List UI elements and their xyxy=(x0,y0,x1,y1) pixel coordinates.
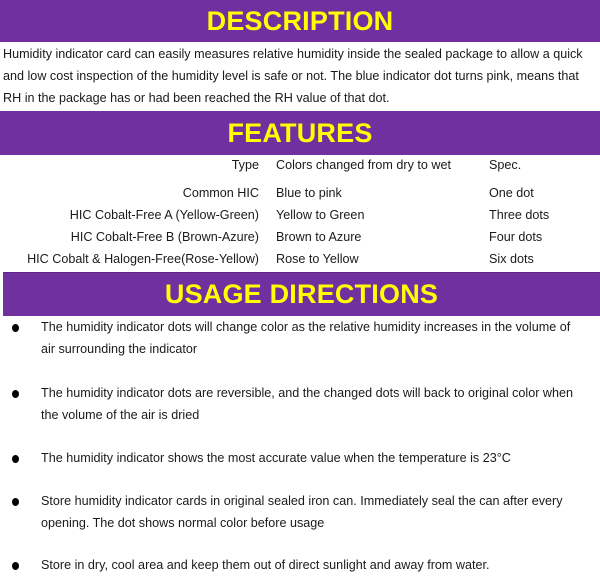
cell-type: Common HIC xyxy=(182,186,259,200)
cell-colors: Blue to pink xyxy=(276,186,342,200)
description-text: Humidity indicator card can easily measures relative humidity inside the sealed package to allow a quick and low cost inspection of the humidity level is safe or not. The blue indicator dot turns pink, means that RH in the package has or had been reached the RH value of that dot. xyxy=(3,47,583,105)
cell-type: HIC Cobalt & Halogen-Free(Rose-Yellow) xyxy=(27,252,259,266)
features-banner xyxy=(0,111,600,155)
cell-spec: Three dots xyxy=(489,208,550,222)
table-row xyxy=(0,228,600,250)
column-header-spec: Spec. xyxy=(489,158,522,172)
cell-spec: Four dots xyxy=(489,230,543,244)
list-item-text: The humidity indicator shows the most accurate value when the temperature is 23°C xyxy=(41,451,511,465)
bullet-icon xyxy=(12,390,19,398)
list-item-text: Store in dry, cool area and keep them out of direct sunlight and away from water. xyxy=(41,558,490,572)
features-table xyxy=(0,156,600,272)
usage-directions-banner xyxy=(3,272,600,316)
description-banner xyxy=(0,0,600,42)
cell-type: HIC Cobalt-Free A (Yellow-Green) xyxy=(69,208,259,222)
table-row xyxy=(0,206,600,228)
table-row xyxy=(0,250,600,272)
bullet-icon xyxy=(12,324,19,332)
bullet-icon xyxy=(12,498,19,506)
table-row xyxy=(0,184,600,206)
description-heading: DESCRIPTION xyxy=(206,5,394,36)
cell-colors: Brown to Azure xyxy=(276,230,362,244)
column-header-colors: Colors changed from dry to wet xyxy=(276,158,451,172)
cell-type: HIC Cobalt-Free B (Brown-Azure) xyxy=(70,230,259,244)
bullet-icon xyxy=(12,455,19,463)
list-item-text: The humidity indicator dots are reversible, and the changed dots will back to original color when the volume of the air is dried xyxy=(41,386,574,422)
usage-directions-heading: USAGE DIRECTIONS xyxy=(164,279,439,309)
bullet-icon xyxy=(12,562,19,570)
cell-colors: Rose to Yellow xyxy=(276,252,359,266)
features-heading: FEATURES xyxy=(227,117,373,148)
list-item-text: The humidity indicator dots will change color as the relative humidity increases in the volume of air surrounding the indicator xyxy=(41,320,571,356)
table-header-row xyxy=(0,156,600,184)
cell-spec: One dot xyxy=(489,186,534,200)
column-header-type: Type xyxy=(231,158,259,172)
list-item-text: Store humidity indicator cards in original sealed iron can. Immediately seal the can after every opening. The dot shows normal color before usage xyxy=(41,494,563,530)
cell-colors: Yellow to Green xyxy=(276,208,365,222)
cell-spec: Six dots xyxy=(489,252,534,266)
